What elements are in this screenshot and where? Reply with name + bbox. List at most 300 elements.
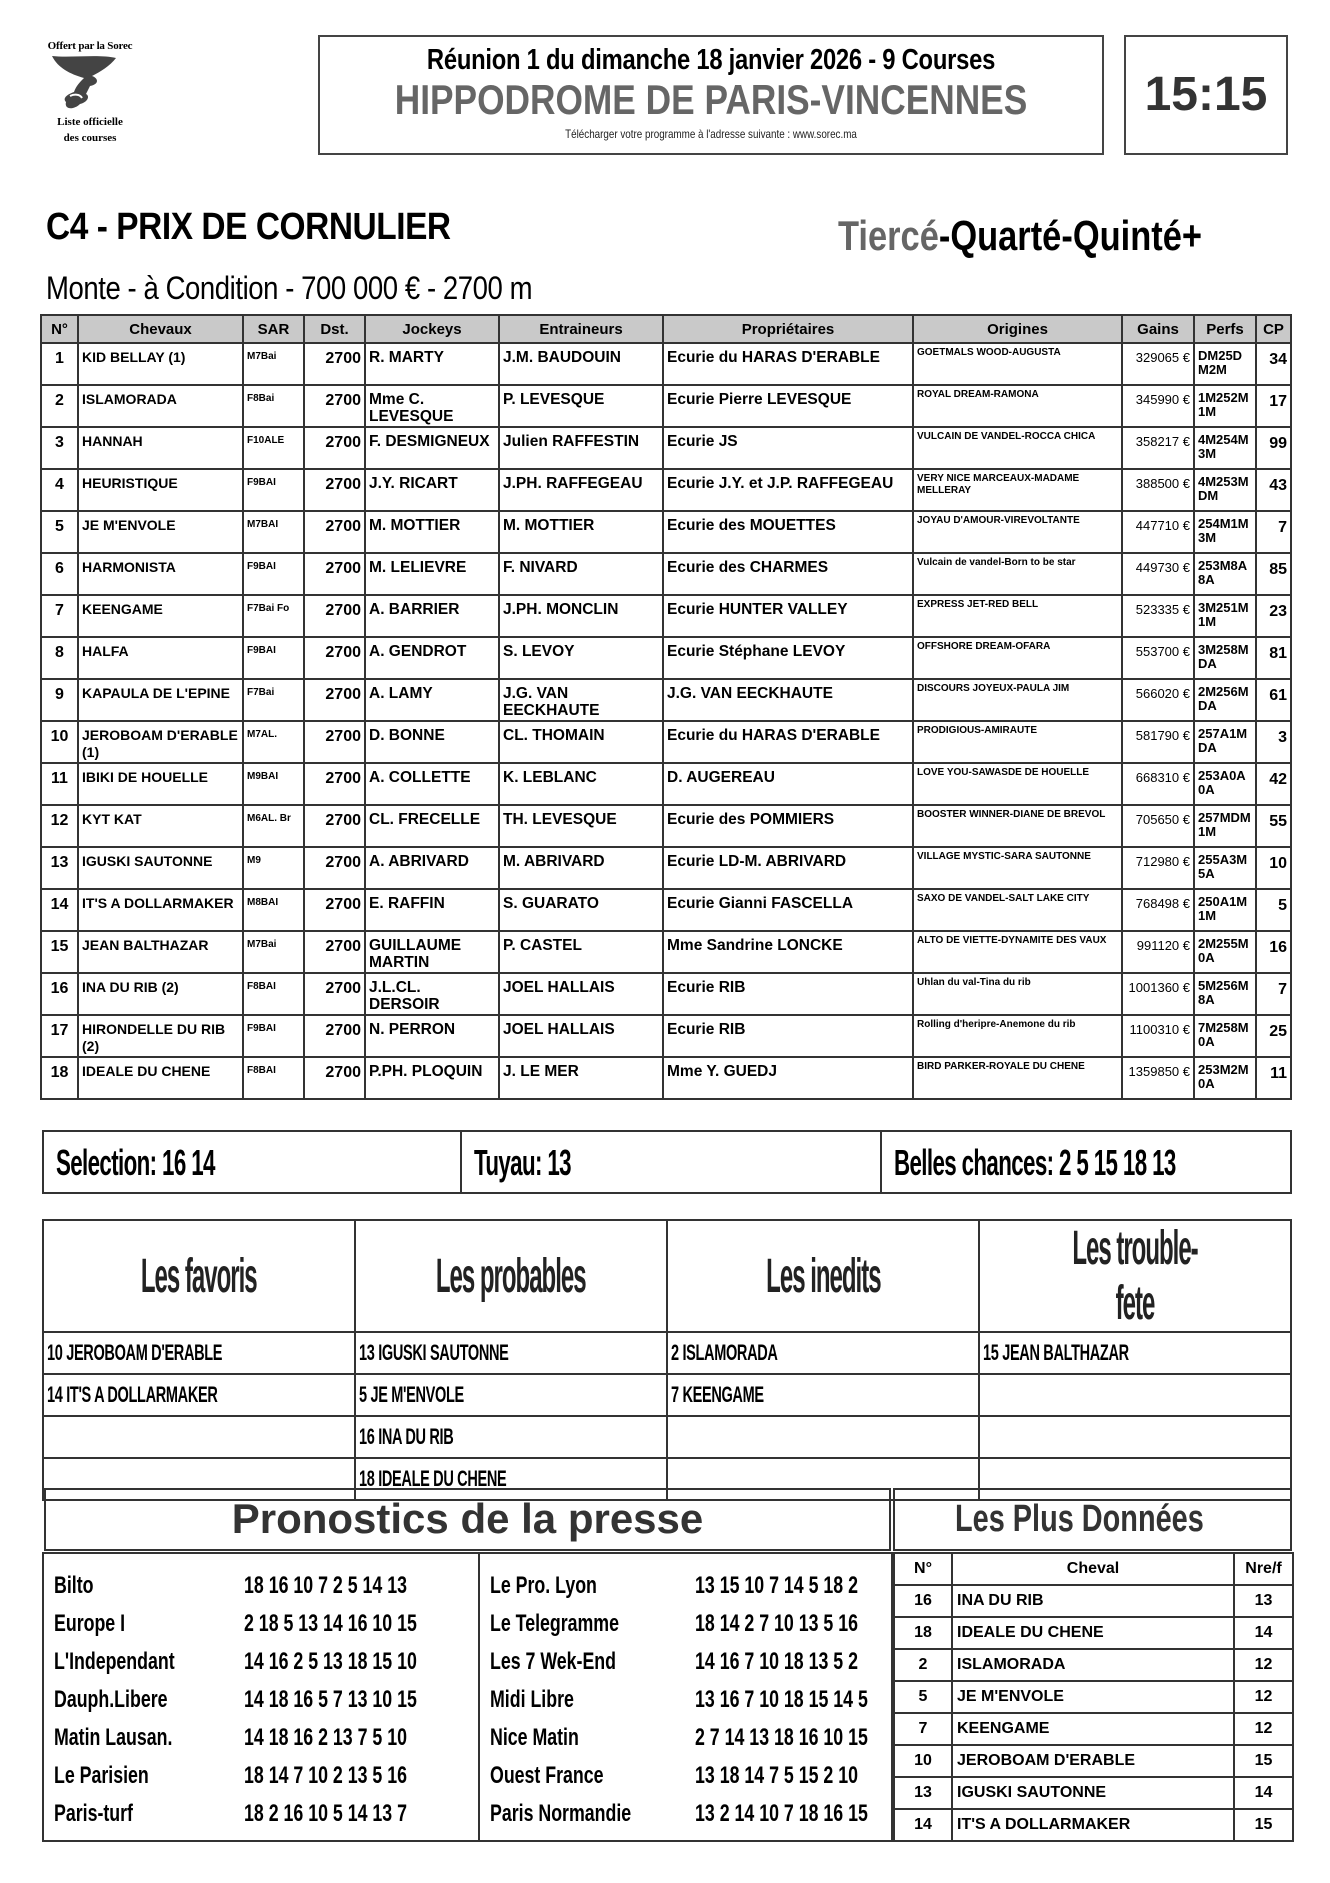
horse-number: 5 (894, 1681, 952, 1713)
earnings: 581790 € (1122, 721, 1194, 763)
horse-name: KAPAULA DE L'EPINE (78, 679, 243, 721)
category-header-inedits: Les inedits (667, 1220, 979, 1332)
sar-value: M8BAI (243, 889, 304, 931)
presse-row (480, 1724, 929, 1762)
tuyau-text: Tuyau: 13 (474, 1142, 571, 1183)
horse-name: IGUSKI SAUTONNE (78, 847, 243, 889)
newspaper-picks: 14 18 16 5 7 13 10 15 (244, 1686, 417, 1713)
horse-name: HEURISTIQUE (78, 469, 243, 511)
newspaper-name: Le Pro. Lyon (489, 1572, 597, 1599)
trainer-name: TH. LEVESQUE (499, 805, 663, 847)
owner-name: Ecurie des MOUETTES (663, 511, 913, 553)
trainer-name: J.PH. MONCLIN (499, 595, 663, 637)
presse-row (480, 1800, 929, 1838)
horse-name: JEROBOAM D'ERABLE (952, 1745, 1234, 1777)
sorec-logo (40, 40, 140, 158)
horse-number: 17 (41, 1015, 78, 1057)
selection-text: Selection: 16 14 (56, 1142, 215, 1183)
newspaper-picks: 14 18 16 2 13 7 5 10 (244, 1724, 407, 1751)
bet-quinte: Quinté+ (1072, 212, 1202, 259)
horse-number: 12 (41, 805, 78, 847)
logo-top-text: Offert par la Sorec (47, 40, 133, 52)
category-header-favoris: Les favoris (43, 1220, 355, 1332)
distance: 2700 (304, 427, 365, 469)
category-entry (979, 1416, 1291, 1458)
horse-name: IBIKI DE HOUELLE (78, 763, 243, 805)
horse-name: KEENGAME (952, 1713, 1234, 1745)
earnings: 329065 € (1122, 343, 1194, 385)
origins: BOOSTER WINNER-DIANE DE BREVOL (913, 805, 1122, 847)
nref-count: 15 (1234, 1809, 1293, 1841)
newspaper-name: Le Telegramme (489, 1610, 619, 1637)
trainer-name: JOEL HALLAIS (499, 1015, 663, 1057)
plus-donnees-row (894, 1713, 1293, 1745)
presse-row (44, 1572, 478, 1610)
cp-value: 34 (1256, 343, 1291, 385)
horse-name: KID BELLAY (1) (78, 343, 243, 385)
origins: JOYAU D'AMOUR-VIREVOLTANTE (913, 511, 1122, 553)
cp-value: 17 (1256, 385, 1291, 427)
plus-donnees-header-row (894, 1553, 1293, 1585)
horse-name: INA DU RIB (952, 1585, 1234, 1617)
distance: 2700 (304, 805, 365, 847)
distance: 2700 (304, 1057, 365, 1099)
category-entry: 16 INA DU RIB (355, 1416, 667, 1458)
distance: 2700 (304, 721, 365, 763)
newspaper-name: Dauph.Libere (54, 1686, 168, 1713)
trainer-name: Julien RAFFESTIN (499, 427, 663, 469)
horse-number: 6 (41, 553, 78, 595)
nref-count: 14 (1234, 1617, 1293, 1649)
table-row (41, 553, 1291, 595)
origins: Vulcain de vandel-Born to be star (913, 553, 1122, 595)
meeting-header (318, 35, 1104, 155)
jockey-name: A. ABRIVARD (365, 847, 499, 889)
horse-name: JE M'ENVOLE (952, 1681, 1234, 1713)
horse-number: 2 (41, 385, 78, 427)
horse-name: IDEALE DU CHENE (952, 1617, 1234, 1649)
table-row (41, 1057, 1291, 1099)
distance: 2700 (304, 469, 365, 511)
plus-donnees-table (893, 1552, 1294, 1842)
category-entry (979, 1374, 1291, 1416)
newspaper-picks: 18 14 7 10 2 13 5 16 (244, 1762, 407, 1789)
trainer-name: S. LEVOY (499, 637, 663, 679)
trainer-name: J. LE MER (499, 1057, 663, 1099)
newspaper-picks: 13 2 14 10 7 18 16 15 (694, 1800, 868, 1827)
trainer-name: M. MOTTIER (499, 511, 663, 553)
categories-row (43, 1332, 1291, 1374)
owner-name: Ecurie du HARAS D'ERABLE (663, 721, 913, 763)
categories-row (43, 1374, 1291, 1416)
plus-donnees-row (894, 1585, 1293, 1617)
jockey-name: P.PH. PLOQUIN (365, 1057, 499, 1099)
newspaper-name: Paris Normandie (489, 1800, 631, 1827)
earnings: 523335 € (1122, 595, 1194, 637)
table-row (41, 1015, 1291, 1057)
trainer-name: CL. THOMAIN (499, 721, 663, 763)
origins: SAXO DE VANDEL-SALT LAKE CITY (913, 889, 1122, 931)
horse-name: IT'S A DOLLARMAKER (952, 1809, 1234, 1841)
earnings: 705650 € (1122, 805, 1194, 847)
origins: ROYAL DREAM-RAMONA (913, 385, 1122, 427)
horse-name: JE M'ENVOLE (78, 511, 243, 553)
plus-donnees-row (894, 1809, 1293, 1841)
owner-name: Ecurie JS (663, 427, 913, 469)
earnings: 1100310 € (1122, 1015, 1194, 1057)
performances: 2M256M DA (1194, 679, 1256, 721)
trainer-name: P. LEVESQUE (499, 385, 663, 427)
table-header-row (41, 315, 1291, 343)
performances: 253A0A 0A (1194, 763, 1256, 805)
bet-tierce: Tiercé (838, 212, 939, 259)
sar-value: F10ALE (243, 427, 304, 469)
jockey-name: R. MARTY (365, 343, 499, 385)
horse-name: IT'S A DOLLARMAKER (78, 889, 243, 931)
newspaper-name: L'Independant (54, 1648, 175, 1675)
newspaper-picks: 13 15 10 7 14 5 18 2 (694, 1572, 858, 1599)
earnings: 388500 € (1122, 469, 1194, 511)
earnings: 553700 € (1122, 637, 1194, 679)
owner-name: Ecurie RIB (663, 973, 913, 1015)
belles-chances-cell (882, 1132, 1290, 1192)
col-header: Origines (913, 315, 1122, 343)
earnings: 1359850 € (1122, 1057, 1194, 1099)
newspaper-name: Les 7 Wek-End (489, 1648, 616, 1675)
horse-number: 14 (894, 1809, 952, 1841)
presse-row (44, 1724, 478, 1762)
performances: 1M252M 1M (1194, 385, 1256, 427)
horse-number: 9 (41, 679, 78, 721)
col-header: Propriétaires (663, 315, 913, 343)
horse-name: KYT KAT (78, 805, 243, 847)
cp-value: 11 (1256, 1057, 1291, 1099)
category-entry: 14 IT'S A DOLLARMAKER (43, 1374, 355, 1416)
category-header-trouble-fete: Les trouble-fete (979, 1220, 1291, 1332)
presse-row (44, 1686, 478, 1724)
origins: EXPRESS JET-RED BELL (913, 595, 1122, 637)
sar-value: M9BAI (243, 763, 304, 805)
performances: 257MDM 1M (1194, 805, 1256, 847)
horse-number: 3 (41, 427, 78, 469)
horse-number: 5 (41, 511, 78, 553)
performances: 3M258M DA (1194, 637, 1256, 679)
nref-count: 13 (1234, 1585, 1293, 1617)
jockey-name: Mme C. LEVESQUE (365, 385, 499, 427)
col-header: Nre/f (1234, 1553, 1293, 1585)
table-row (41, 763, 1291, 805)
origins: ALTO DE VIETTE-DYNAMITE DES VAUX (913, 931, 1122, 973)
jockey-name: CL. FRECELLE (365, 805, 499, 847)
earnings: 1001360 € (1122, 973, 1194, 1015)
distance: 2700 (304, 385, 365, 427)
owner-name: Mme Sandrine LONCKE (663, 931, 913, 973)
presse-row (480, 1686, 929, 1724)
newspaper-picks: 14 16 2 5 13 18 15 10 (244, 1648, 417, 1675)
presse-row (480, 1610, 929, 1648)
logo-bottom-line2: des courses (63, 132, 117, 144)
presse-row (480, 1648, 929, 1686)
horse-number: 16 (894, 1585, 952, 1617)
jockey-name: A. GENDROT (365, 637, 499, 679)
category-entry (667, 1416, 979, 1458)
table-row (41, 889, 1291, 931)
table-row (41, 469, 1291, 511)
newspaper-picks: 14 16 7 10 18 13 5 2 (694, 1648, 858, 1675)
horse-number: 13 (41, 847, 78, 889)
newspaper-name: Midi Libre (489, 1686, 574, 1713)
sar-value: M7BAI (243, 511, 304, 553)
sar-value: F8BAI (243, 973, 304, 1015)
trainer-name: J.G. VAN EECKHAUTE (499, 679, 663, 721)
newspaper-picks: 18 16 10 7 2 5 14 13 (244, 1572, 407, 1599)
newspaper-picks: 13 18 14 7 5 15 2 10 (694, 1762, 858, 1789)
cp-value: 61 (1256, 679, 1291, 721)
jockey-name: J.Y. RICART (365, 469, 499, 511)
distance: 2700 (304, 931, 365, 973)
sar-value: M7AL. (243, 721, 304, 763)
trainer-name: S. GUARATO (499, 889, 663, 931)
table-row (41, 931, 1291, 973)
distance: 2700 (304, 553, 365, 595)
nref-count: 12 (1234, 1649, 1293, 1681)
plus-donnees-row (894, 1617, 1293, 1649)
belles-chances-text: Belles chances: 2 5 15 18 13 (894, 1142, 1176, 1183)
origins: VERY NICE MARCEAUX-MADAME MELLERAY (913, 469, 1122, 511)
horse-number: 18 (41, 1057, 78, 1099)
cp-value: 16 (1256, 931, 1291, 973)
col-header: Cheval (952, 1553, 1234, 1585)
distance: 2700 (304, 1015, 365, 1057)
col-header: N° (41, 315, 78, 343)
distance: 2700 (304, 679, 365, 721)
category-entry: 13 IGUSKI SAUTONNE (355, 1332, 667, 1374)
newspaper-name: Europe I (54, 1610, 126, 1637)
sar-value: F7Bai (243, 679, 304, 721)
race-title: C4 - PRIX DE CORNULIER (46, 206, 451, 248)
origins: GOETMALS WOOD-AUGUSTA (913, 343, 1122, 385)
cp-value: 55 (1256, 805, 1291, 847)
performances: 254M1M 3M (1194, 511, 1256, 553)
cp-value: 5 (1256, 889, 1291, 931)
sar-value: F8Bai (243, 385, 304, 427)
table-row (41, 679, 1291, 721)
jockey-name: F. DESMIGNEUX (365, 427, 499, 469)
origins: OFFSHORE DREAM-OFARA (913, 637, 1122, 679)
category-header-probables: Les probables (355, 1220, 667, 1332)
download-notice: Télécharger votre programme à l'adresse suivante : www.sorec.ma (565, 127, 857, 141)
performances: 255A3M 5A (1194, 847, 1256, 889)
category-entry: 10 JEROBOAM D'ERABLE (43, 1332, 355, 1374)
trainer-name: P. CASTEL (499, 931, 663, 973)
col-header: Jockeys (365, 315, 499, 343)
logo-bottom-line1: Liste officielle (57, 116, 123, 128)
selection-cell (44, 1132, 462, 1192)
horse-number: 13 (894, 1777, 952, 1809)
cp-value: 10 (1256, 847, 1291, 889)
horse-name: HANNAH (78, 427, 243, 469)
cp-value: 7 (1256, 511, 1291, 553)
trainer-name: F. NIVARD (499, 553, 663, 595)
sar-value: F9BAI (243, 469, 304, 511)
origins: VILLAGE MYSTIC-SARA SAUTONNE (913, 847, 1122, 889)
owner-name: Ecurie HUNTER VALLEY (663, 595, 913, 637)
horse-number: 18 (894, 1617, 952, 1649)
earnings: 449730 € (1122, 553, 1194, 595)
sar-value: M9 (243, 847, 304, 889)
presse-panel (42, 1552, 893, 1842)
sar-value: F9BAI (243, 637, 304, 679)
performances: 7M258M 0A (1194, 1015, 1256, 1057)
jockey-name: A. BARRIER (365, 595, 499, 637)
origins: DISCOURS JOYEUX-PAULA JIM (913, 679, 1122, 721)
nref-count: 12 (1234, 1713, 1293, 1745)
horse-name: KEENGAME (78, 595, 243, 637)
category-entry: 7 KEENGAME (667, 1374, 979, 1416)
category-entry (43, 1416, 355, 1458)
plus-donnees-title: Les Plus Données (893, 1488, 1292, 1551)
origins: LOVE YOU-SAWASDE DE HOUELLE (913, 763, 1122, 805)
race-conditions: Monte - à Condition - 700 000 € - 2700 m (46, 270, 533, 306)
trainer-name: J.M. BAUDOUIN (499, 343, 663, 385)
presse-title: Pronostics de la presse (44, 1488, 891, 1551)
owner-name: Ecurie des POMMIERS (663, 805, 913, 847)
jockey-name: GUILLAUME MARTIN (365, 931, 499, 973)
newspaper-picks: 18 14 2 7 10 13 5 16 (694, 1610, 858, 1637)
sar-value: F9BAI (243, 1015, 304, 1057)
performances: 4M253M DM (1194, 469, 1256, 511)
performances: DM25D M2M (1194, 343, 1256, 385)
jockey-name: J.L.CL. DERSOIR (365, 973, 499, 1015)
distance: 2700 (304, 847, 365, 889)
horse-number: 11 (41, 763, 78, 805)
presse-left-column (44, 1554, 480, 1840)
table-row (41, 595, 1291, 637)
horse-number: 10 (41, 721, 78, 763)
presse-row (44, 1800, 478, 1838)
horse-name: IGUSKI SAUTONNE (952, 1777, 1234, 1809)
owner-name: Ecurie des CHARMES (663, 553, 913, 595)
newspaper-name: Paris-turf (54, 1800, 133, 1827)
origins: PRODIGIOUS-AMIRAUTE (913, 721, 1122, 763)
presse-row (44, 1648, 478, 1686)
categories-table (42, 1219, 1292, 1501)
nref-count: 12 (1234, 1681, 1293, 1713)
horse-name: ISLAMORADA (952, 1649, 1234, 1681)
performances: 3M251M 1M (1194, 595, 1256, 637)
owner-name: Ecurie Gianni FASCELLA (663, 889, 913, 931)
reunion-title: Réunion 1 du dimanche 18 janvier 2026 - 9 Courses (426, 44, 996, 76)
earnings: 991120 € (1122, 931, 1194, 973)
earnings: 566020 € (1122, 679, 1194, 721)
sar-value: M7Bai (243, 931, 304, 973)
performances: 2M255M 0A (1194, 931, 1256, 973)
partants-table (40, 314, 1292, 1100)
presse-row (480, 1762, 929, 1800)
horse-head-logo-icon (50, 54, 120, 112)
table-row (41, 721, 1291, 763)
horse-name: HALFA (78, 637, 243, 679)
newspaper-name: Bilto (54, 1572, 94, 1599)
distance: 2700 (304, 763, 365, 805)
distance: 2700 (304, 973, 365, 1015)
trainer-name: J.PH. RAFFEGEAU (499, 469, 663, 511)
presse-row (44, 1610, 478, 1648)
performances: 4M254M 3M (1194, 427, 1256, 469)
cp-value: 23 (1256, 595, 1291, 637)
horse-name: INA DU RIB (2) (78, 973, 243, 1015)
newspaper-picks: 2 7 14 13 18 16 10 15 (694, 1724, 868, 1751)
earnings: 447710 € (1122, 511, 1194, 553)
horse-number: 4 (41, 469, 78, 511)
table-row (41, 427, 1291, 469)
cp-value: 81 (1256, 637, 1291, 679)
newspaper-name: Ouest France (489, 1762, 604, 1789)
trainer-name: JOEL HALLAIS (499, 973, 663, 1015)
jockey-name: M. MOTTIER (365, 511, 499, 553)
plus-donnees-row (894, 1777, 1293, 1809)
horse-number: 2 (894, 1649, 952, 1681)
horse-name: JEAN BALTHAZAR (78, 931, 243, 973)
race-time: 15:15 (1144, 68, 1268, 121)
horse-number: 8 (41, 637, 78, 679)
origins: Uhlan du val-Tina du rib (913, 973, 1122, 1015)
table-row (41, 847, 1291, 889)
selection-bar (42, 1130, 1292, 1194)
bet-quarte: -Quarté- (938, 212, 1073, 259)
earnings: 358217 € (1122, 427, 1194, 469)
horse-name: ISLAMORADA (78, 385, 243, 427)
cp-value: 25 (1256, 1015, 1291, 1057)
plus-donnees-row (894, 1649, 1293, 1681)
distance: 2700 (304, 511, 365, 553)
origins: BIRD PARKER-ROYALE DU CHENE (913, 1057, 1122, 1099)
owner-name: Ecurie Pierre LEVESQUE (663, 385, 913, 427)
origins: Rolling d'heripre-Anemone du rib (913, 1015, 1122, 1057)
earnings: 712980 € (1122, 847, 1194, 889)
distance: 2700 (304, 637, 365, 679)
earnings: 668310 € (1122, 763, 1194, 805)
owner-name: Ecurie du HARAS D'ERABLE (663, 343, 913, 385)
table-row (41, 637, 1291, 679)
sar-value: M6AL. Br (243, 805, 304, 847)
categories-header-row (43, 1220, 1291, 1332)
earnings: 345990 € (1122, 385, 1194, 427)
performances: 257A1M DA (1194, 721, 1256, 763)
presse-row (44, 1762, 478, 1800)
category-entry: 2 ISLAMORADA (667, 1332, 979, 1374)
hippodrome-name: HIPPODROME DE PARIS-VINCENNES (394, 76, 1028, 123)
bet-types (838, 212, 1202, 260)
owner-name: Ecurie Stéphane LEVOY (663, 637, 913, 679)
horse-name: IDEALE DU CHENE (78, 1057, 243, 1099)
horse-number: 1 (41, 343, 78, 385)
horse-number: 7 (894, 1713, 952, 1745)
newspaper-name: Le Parisien (54, 1762, 149, 1789)
category-entry: 18 IDEALE DU CHENE (355, 1458, 667, 1500)
cp-value: 85 (1256, 553, 1291, 595)
newspaper-name: Nice Matin (489, 1724, 579, 1751)
table-row (41, 805, 1291, 847)
horse-name: HARMONISTA (78, 553, 243, 595)
col-header: CP (1256, 315, 1291, 343)
newspaper-picks: 2 18 5 13 14 16 10 15 (244, 1610, 417, 1637)
sar-value: F8BAI (243, 1057, 304, 1099)
performances: 253M2M 0A (1194, 1057, 1256, 1099)
distance: 2700 (304, 595, 365, 637)
plus-donnees-row (894, 1681, 1293, 1713)
newspaper-picks: 18 2 16 10 5 14 13 7 (244, 1800, 407, 1827)
